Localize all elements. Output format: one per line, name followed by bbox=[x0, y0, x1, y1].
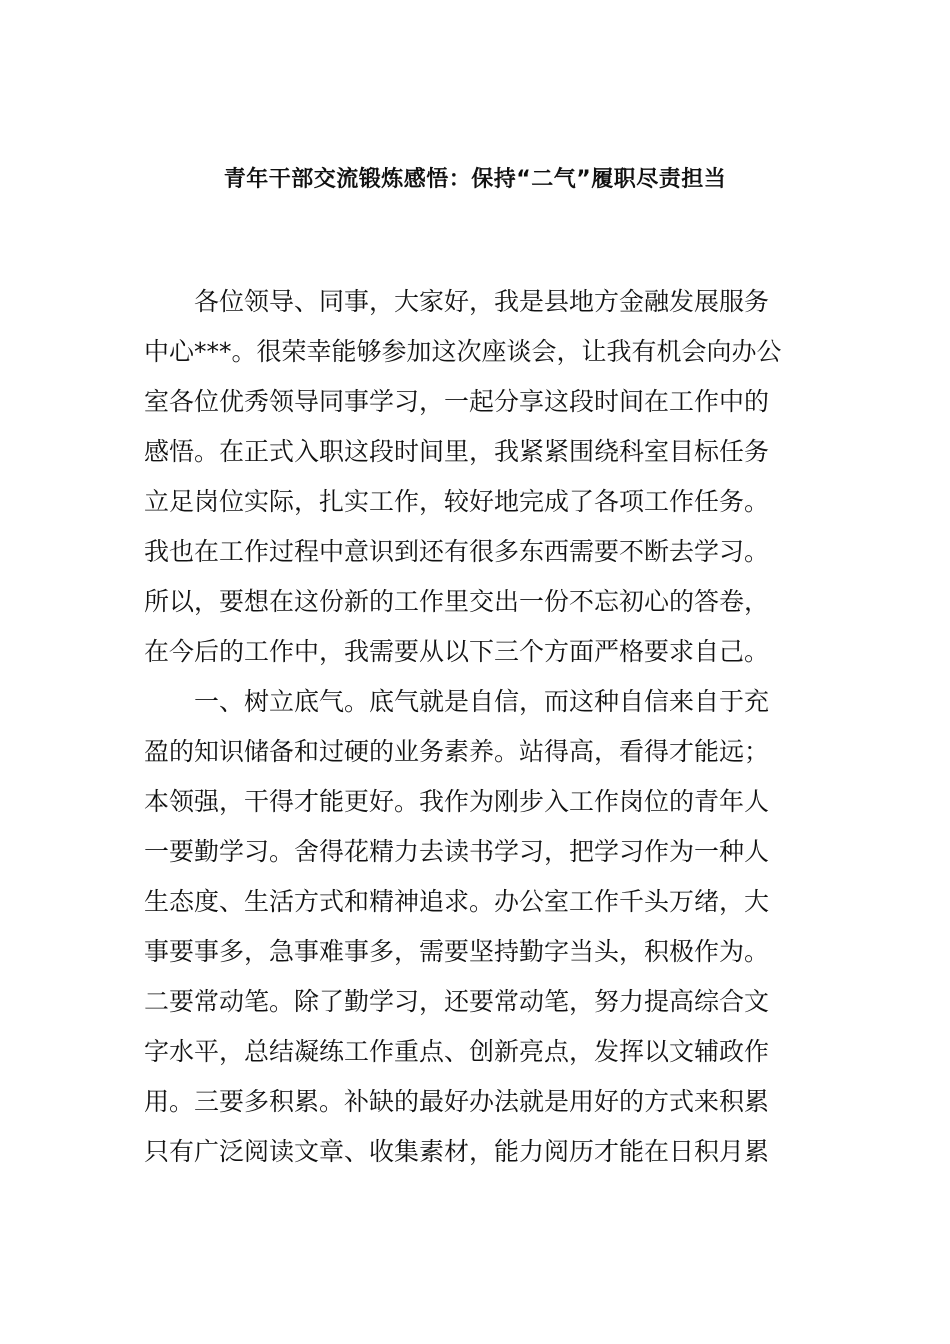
paragraph-line: 立足岗位实际，扎实工作，较好地完成了各项工作任务。 bbox=[144, 487, 770, 516]
paragraph-line: 所以，要想在这份新的工作里交出一份不忘初心的答卷， bbox=[144, 587, 770, 616]
paragraph-line: 感悟。在正式入职这段时间里，我紧紧围绕科室目标任务 bbox=[144, 437, 770, 466]
paragraph-line: 只有广泛阅读文章、收集素材，能力阅历才能在日积月累 bbox=[144, 1137, 770, 1166]
paragraph-line: 二要常动笔。除了勤学习，还要常动笔，努力提高综合文 bbox=[144, 987, 770, 1016]
paragraph-line: 一、树立底气。底气就是自信，而这种自信来自于充 bbox=[194, 687, 770, 716]
document-body bbox=[144, 277, 810, 1177]
paragraph-line: 用。三要多积累。补缺的最好办法就是用好的方式来积累 bbox=[144, 1087, 770, 1116]
paragraph-line: 本领强，干得才能更好。我作为刚步入工作岗位的青年人 bbox=[144, 787, 770, 816]
paragraph-line: 一要勤学习。舍得花精力去读书学习，把学习作为一种人 bbox=[144, 837, 770, 866]
paragraph-line: 生态度、生活方式和精神追求。办公室工作千头万绪，大 bbox=[144, 887, 770, 916]
paragraph-line: 中心***。很荣幸能够参加这次座谈会，让我有机会向办公 bbox=[144, 337, 782, 366]
paragraph-line: 盈的知识储备和过硬的业务素养。站得高，看得才能远； bbox=[144, 737, 770, 766]
document-title: 青年干部交流锻炼感悟：保持“二气”履职尽责担当 bbox=[223, 167, 727, 192]
paragraph-line: 我也在工作过程中意识到还有很多东西需要不断去学习。 bbox=[144, 537, 770, 566]
paragraph-line: 事要事多，急事难事多，需要坚持勤字当头，积极作为。 bbox=[144, 937, 770, 966]
paragraph-line: 字水平，总结凝练工作重点、创新亮点，发挥以文辅政作 bbox=[144, 1037, 770, 1066]
paragraph-line: 在今后的工作中，我需要从以下三个方面严格要求自己。 bbox=[144, 637, 770, 666]
paragraph-line: 室各位优秀领导同事学习，一起分享这段时间在工作中的 bbox=[144, 387, 770, 416]
paragraph-line: 各位领导、同事，大家好，我是县地方金融发展服务 bbox=[194, 287, 770, 316]
